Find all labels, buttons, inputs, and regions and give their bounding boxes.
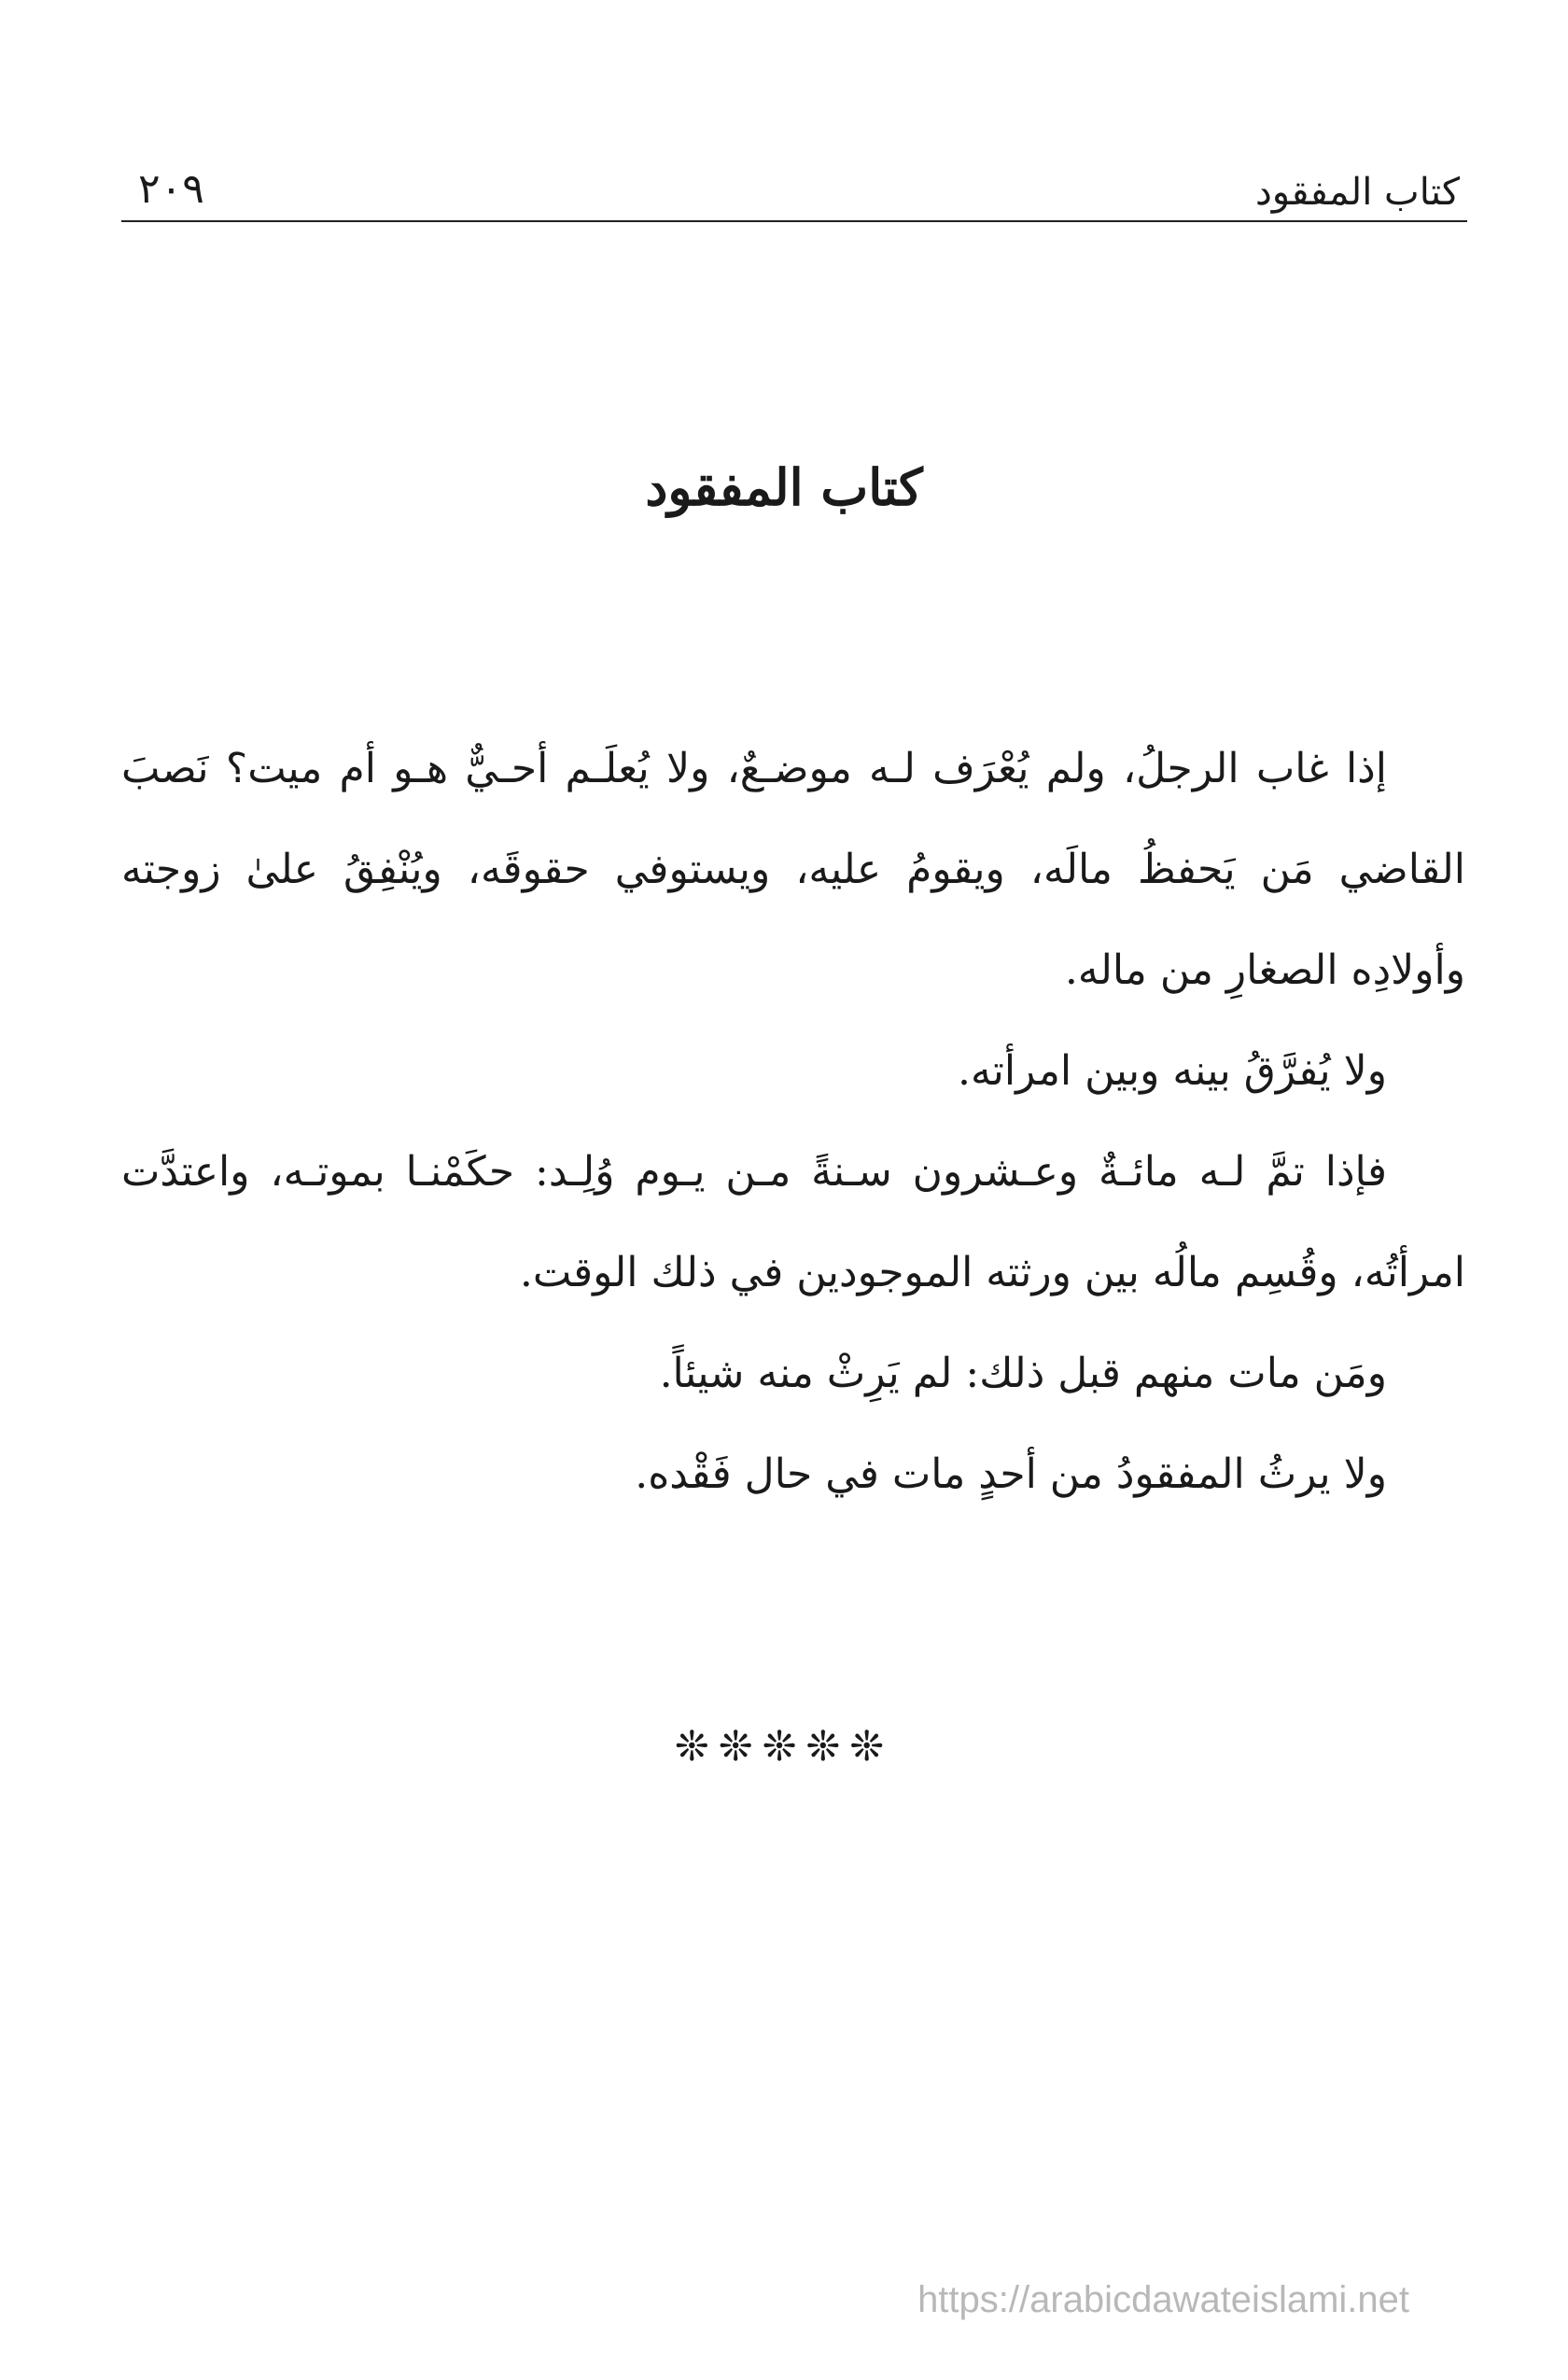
paragraph: ولا يُفرَّقُ بينه وبين امرأته. <box>958 1047 1387 1095</box>
page-header <box>121 140 1465 215</box>
running-title: كتاب المفقود <box>1254 171 1460 214</box>
page-number: ٢٠٩ <box>138 165 204 214</box>
header-divider <box>121 220 1467 222</box>
watermark-url: https://arabicdawateislami.net <box>917 2279 1409 2320</box>
paragraph: إذا غاب الرجلُ، ولم يُعْرَف لـه موضـعٌ، ولا يُعلَـم أحـيٌّ هـو أم ميت؟ نَصبَ القاضي مَن يَحفظُ مالَه، ويقومُ عليه، ويستوفي حقوقَه، ويُنْفِقُ علىٰ زوجته وأولادِه الصغارِ من ماله. <box>121 745 1465 994</box>
chapter-title: كتاب المفقود <box>645 457 923 517</box>
paragraph: ومَن مات منهم قبل ذلك: لم يَرِثْ منه شيئاً. <box>659 1350 1387 1397</box>
paragraph: ولا يرثُ المفقودُ من أحدٍ مات في حال فَقْده. <box>635 1450 1387 1498</box>
body-text <box>121 719 1465 1525</box>
paragraph: فإذا تمَّ لـه مائـةٌ وعـشرون سـنةً مـن يـوم وُلِـد: حكَمْنـا بموتـه، واعتدَّت امرأتُه، وقُسِم مالُه بين ورثته الموجودين في ذلك الوقت. <box>121 1148 1465 1296</box>
section-end-ornament: ❊❊❊❊❊ <box>674 1723 894 1771</box>
